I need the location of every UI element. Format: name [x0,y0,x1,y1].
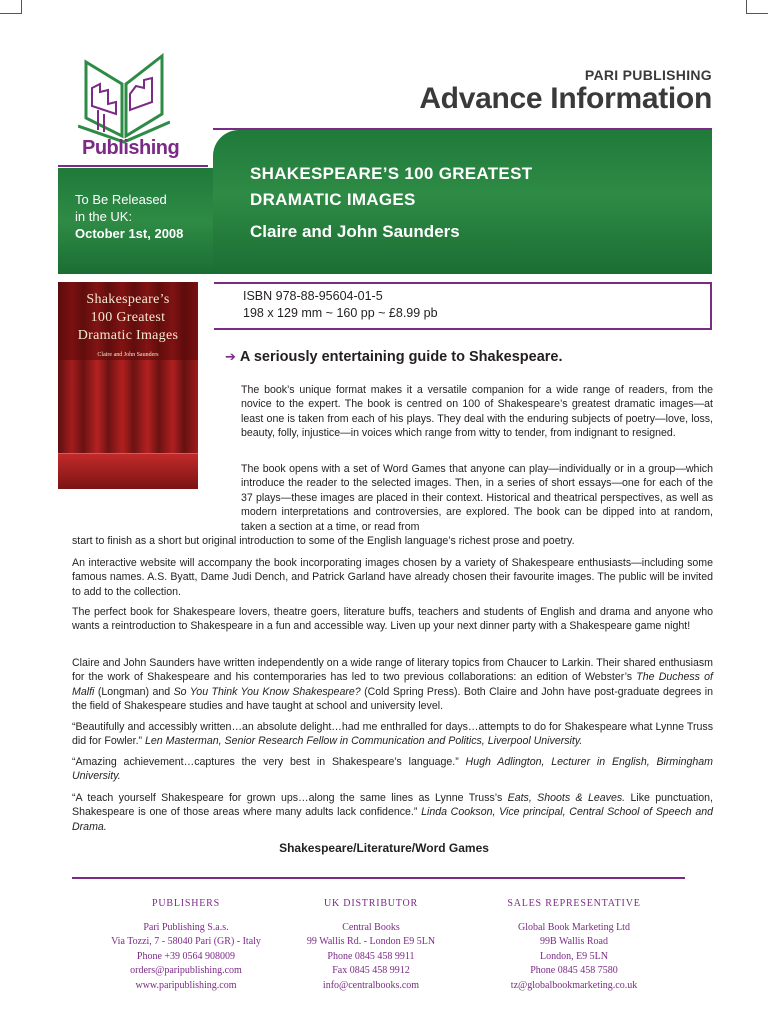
book-authors: Claire and John Saunders [250,222,460,241]
description-paragraph-1: The book’s unique format makes it a versatile companion for a wide range of readers, from the novice to the expert. The book is centred on 100 of Shakespeare’s greatest dramatic images—at least one is taken from each of his plays. They deal with the enduring subjects of poetry—love, loss, beauty, folly, injustice—in voices which range from witty to tender, from indignant to resigned. [241,384,713,440]
footer-distributor-phone: Phone 0845 458 9911 [327,950,415,962]
footer-publishers [86,897,286,994]
cover-authors: Claire and John Saunders [97,352,159,358]
quote-2 [72,755,713,784]
footer-publishers-email[interactable]: orders@paripublishing.com [130,965,242,977]
bio-text-2: (Longman) and [94,685,174,698]
footer-sales-phone: Phone 0845 458 7580 [530,965,618,977]
footer-sales-heading: SALES REPRESENTATIVE [507,898,641,909]
publisher-name: PARI PUBLISHING [584,67,712,83]
release-info [75,191,183,242]
quote-1-text: “Beautifully and accessibly written…an absolute delight…had me enthralled for days…attempts to do for Shakespeare what Lynne Truss did for Fowler.” [72,721,713,748]
author-bio-paragraph [72,656,713,714]
tagline [225,349,563,365]
footer-publishers-line-2: Via Tozzi, 7 - 58040 Pari (GR) - Italy [111,936,261,948]
footer-publishers-line-1: Pari Publishing S.a.s. [143,921,229,933]
description-paragraph-3: An interactive website will accompany the book incorporating images chosen by a variety of Shakespeare enthusiasts—including some famous names. A.S. Byatt, Dame Judi Dench, and Patrick Garland have already chosen their favourite images. The public will be invited to add to the collection. [72,557,713,598]
cover-stage [58,453,198,489]
footer-sales-email[interactable]: tz@globalbookmarketing.co.uk [510,979,638,991]
footer-publishers-phone: Phone +39 0564 908009 [136,950,236,962]
footer-distributor-fax: Fax 0845 458 9912 [332,965,410,977]
book-title-line-2: DRAMATIC IMAGES [250,190,416,209]
release-line-1: To Be Released [75,192,167,207]
quote-1-source: Len Masterman, Senior Research Fellow in Communication and Politics, Liverpool University. [145,735,583,748]
quote-3-text-2: Like punctuation, Shakespeare is one of those areas where many adults lack confidence.” [72,792,713,819]
cover-title-line-2: 100 Greatest [90,310,166,325]
footer-sales-line-1: Global Book Marketing Ltd [518,921,630,933]
quote-2-source: Hugh Adlington, Lecturer in English, Birmingham University. [72,756,713,783]
cover-title-line-1: Shakespeare’s [86,292,170,307]
bio-text-3: (Cold Spring Press). Both Claire and John have post-graduate degrees in the field of Shakespeare studies and have taught at school and university level. [72,685,713,713]
footer-distributor-line-2: 99 Wallis Rd. - London E9 5LN [306,936,436,948]
book-specs: 198 x 129 mm ~ 160 pp ~ £8.99 pb [243,306,438,320]
book-title-line-1: SHAKESPEARE’S 100 GREATEST [250,164,533,183]
quote-3 [72,791,713,834]
bio-title-1: The Duchess of Malfi [72,671,713,698]
crop-mark-top-left [0,0,22,14]
footer-distributor [271,897,471,994]
quote-3-text-1: “A teach yourself Shakespeare for grown ups…along the same lines as Lynne Truss’s [72,792,508,804]
footer-sales-line-3: London, E9 5LN [539,950,609,962]
isbn: ISBN 978-88-95604-01-5 [243,289,383,303]
release-line-2: in the UK: [75,209,133,224]
subject-categories: Shakespeare/Literature/Word Games [279,841,489,855]
description-paragraph-2: The book opens with a set of Word Games that anyone can play—individually or in a group—which introduce the reader to the selected images. Then, in a series of short essays—one for each of the 37 plays—these images are placed in their context. Historical and theatrical perspectives, as well as modern interpretations and controversies, are explored. The book can be dipped into at random, taken a section at a time, or read from [241,463,713,533]
logo-wordmark: Publishing [82,137,180,159]
book-title [250,161,532,213]
quote-1 [72,720,713,749]
footer-rule [72,877,685,879]
description-paragraph-2-continued: start to finish as a short but original introduction to some of the English language’s richest prose and poetry. [72,535,575,547]
purple-rule-left [58,165,208,167]
footer-distributor-line-1: Central Books [342,921,400,933]
page-title: Advance Information [419,82,712,115]
cover-title [58,291,198,345]
release-date: October 1st, 2008 [75,226,184,241]
crop-mark-top-right [746,0,768,14]
bio-text-1: Claire and John Saunders have written independently on a wide range of literary topics from Chaucer to Larkin. Their shared enthusiasm for the work of Shakespeare and his contemporaries has led to two previous collaborations: an edition of Webster’s [72,657,713,684]
quote-2-text: “Amazing achievement…captures the very best in Shakespeare’s language.” [72,756,466,768]
footer-publishers-heading: PUBLISHERS [151,898,220,909]
footer-distributor-email[interactable]: info@centralbooks.com [322,979,420,991]
book-cover-image [58,282,198,489]
description-paragraph-4: The perfect book for Shakespeare lovers, theatre goers, literature buffs, teachers and students of English and drama and anyone who wants a reintroduction to Shakespeare in a fun and accessible way. Liven up your next dinner party with a Shakespeare game night! [72,606,713,633]
footer-sales-line-2: 99B Wallis Road [540,936,608,948]
quote-3-title: Eats, Shoots & Leaves. [507,792,626,804]
cover-title-line-3: Dramatic Images [77,328,179,343]
quote-3-source: Linda Cookson, Vice principal, Central School of Speech and Drama. [72,806,713,833]
purple-rule-top [213,128,712,130]
footer-distributor-heading: UK DISTRIBUTOR [323,898,419,909]
arrow-right-icon: ➔ [225,349,236,364]
footer-publishers-website[interactable]: www.paripublishing.com [135,979,237,991]
tagline-text: A seriously entertaining guide to Shakespeare. [239,349,563,365]
bio-title-2: So You Think You Know Shakespeare? [173,685,361,698]
footer-sales [474,897,674,994]
